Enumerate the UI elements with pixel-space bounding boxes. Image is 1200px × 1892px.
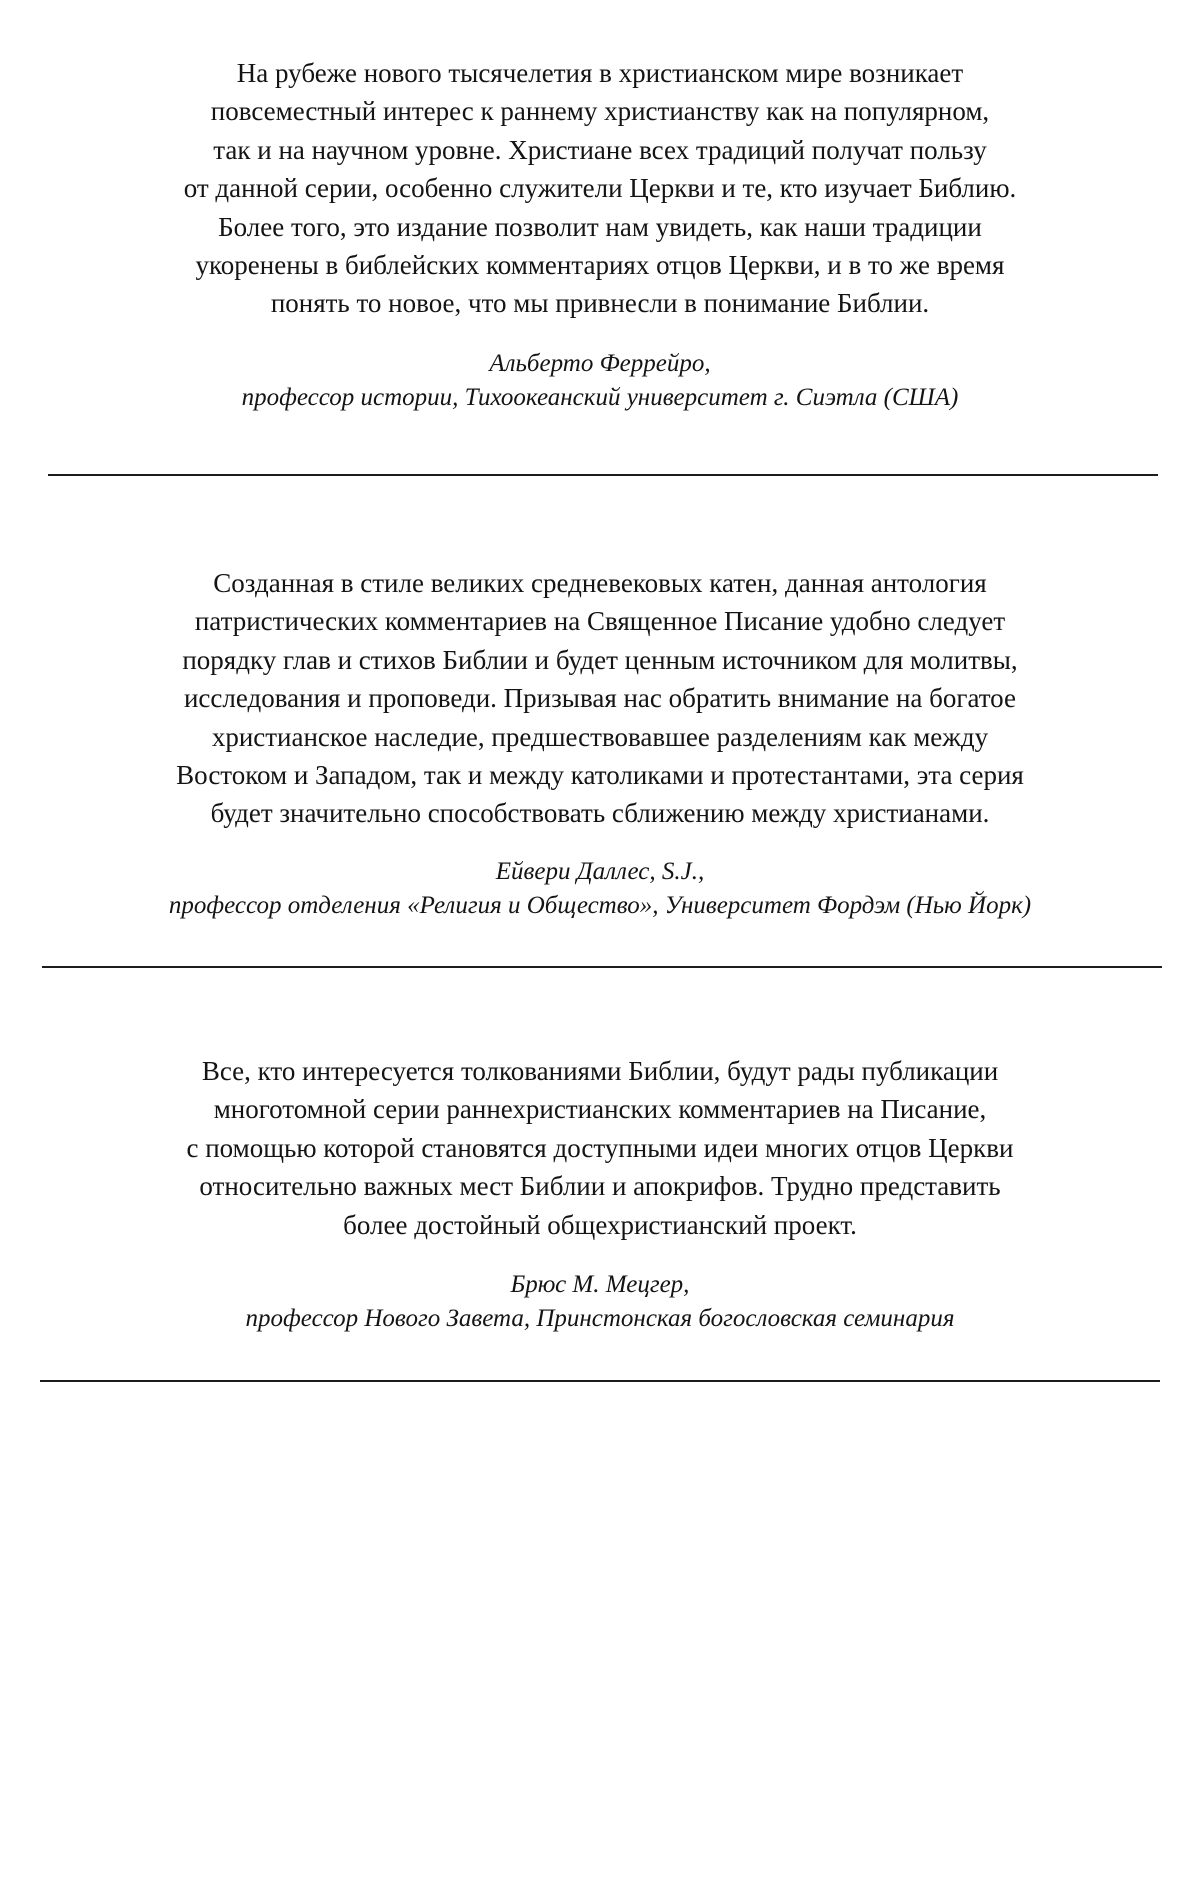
author-name: Брюс М. Мецгер, <box>510 1271 690 1299</box>
text-line: порядку глав и стихов Библии и будет ценным источником для молитвы, <box>182 644 1018 675</box>
section-divider <box>42 966 1162 968</box>
text-line: так и на научном уровне. Христиане всех традиций получат пользу <box>213 134 987 165</box>
section-divider <box>48 474 1158 476</box>
text-line: относительно важных мест Библии и апокрифов. Трудно представить <box>199 1171 1001 1202</box>
text-line: Более того, это издание позволит нам увидеть, как наши традиции <box>218 211 982 242</box>
author-affiliation: профессор истории, Тихоокеанский университет г. Сиэтла (США) <box>241 383 959 411</box>
text-line: Востоком и Западом, так и между католиками и протестантами, эта серия <box>176 760 1024 791</box>
text-line: многотомной серии раннехристианских комментариев на Писание, <box>213 1094 987 1125</box>
text-line: от данной серии, особенно служители Церкви и те, кто изучает Библию. <box>183 173 1017 204</box>
text-line: христианское наследие, предшествовавшее разделениям как между <box>211 721 989 752</box>
text-line: На рубеже нового тысячелетия в христианском мире возникает <box>236 58 964 88</box>
endorsement-text <box>40 1052 1160 1244</box>
text-line: укоренены в библейских комментариях отцов Церкви, и в то же время <box>195 250 1005 281</box>
author-affiliation: профессор отделения «Религия и Общество», Университет Фордэм (Нью Йорк) <box>168 891 1032 919</box>
endorsement-text <box>40 54 1160 323</box>
author-name: Альберто Феррейро, <box>489 349 711 377</box>
text-line: более достойный общехристианский проект. <box>343 1209 857 1240</box>
section-divider <box>40 1380 1160 1382</box>
text-line: повсеместный интерес к раннему христианству как на популярном, <box>210 96 990 127</box>
endorsement-metzger <box>40 1052 1160 1336</box>
author-affiliation: профессор Нового Завета, Принстонская богословская семинария <box>245 1305 955 1333</box>
text-line: патристических комментариев на Священное Писание удобно следует <box>194 606 1006 637</box>
attribution <box>40 1268 1160 1336</box>
author-name: Ейвери Даллес, S.J., <box>495 857 705 885</box>
endorsement-dulles <box>40 564 1160 923</box>
text-line: Все, кто интересуется толкованиями Библии, будут рады публикации <box>201 1056 999 1086</box>
text-line: будет значительно способствовать сближению между христианами. <box>210 798 990 829</box>
attribution <box>40 855 1160 923</box>
endorsement-ferreiro <box>40 54 1160 415</box>
endorsement-text <box>40 564 1160 833</box>
text-line: понять то новое, что мы привнесли в понимание Библии. <box>270 288 930 319</box>
text-line: Созданная в стиле великих средневековых катен, данная антология <box>213 568 987 598</box>
text-line: с помощью которой становятся доступными идеи многих отцов Церкви <box>186 1132 1014 1163</box>
attribution <box>40 347 1160 415</box>
text-line: исследования и проповеди. Призывая нас обратить внимание на богатое <box>183 683 1016 714</box>
